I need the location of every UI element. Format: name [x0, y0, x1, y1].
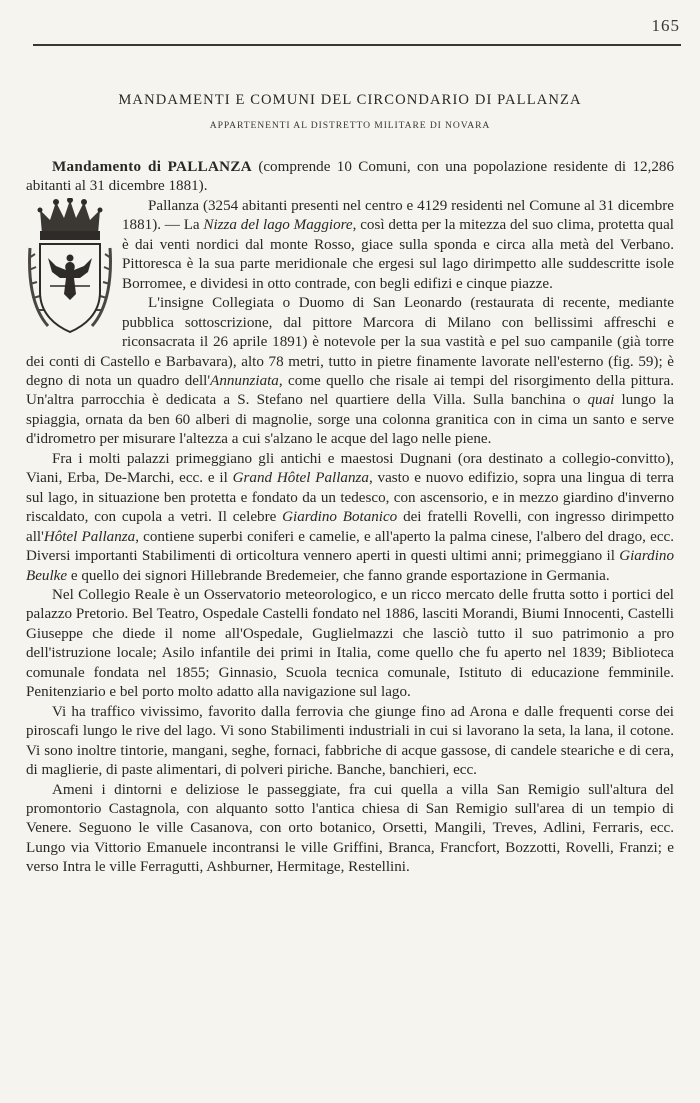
page-number: 165	[651, 16, 680, 35]
collegiata-text-d: quai	[587, 392, 615, 409]
collegiata-text-b: Annunziata	[210, 372, 279, 389]
paragraph-collegiata	[26, 294, 674, 450]
page-title: MANDAMENTI E COMUNI DEL CIRCONDARIO DI PALLANZA	[118, 92, 582, 108]
pallanza-text-b: Nizza del lago Maggiore	[203, 217, 353, 234]
palazzi-text-f: Hôtel Pallanza	[43, 528, 136, 545]
paragraph-collegio: Nel Collegio Reale è un Osservatorio meteorologico, e un ricco mercato delle frutta sotto i portici del palazzo Pretorio. Bel Teatro, Ospedale Castelli fondato nel 1886, lasciti Morandi, Biumi Innocenti, Castelli Giuseppe che diede il nome all'Ospedale, Guglielmazzi che lasciò tutto il suo patrimonio a pro dell'istruzione locale; Asilo infantile dei primi in Italia, come quello che fu aperto nel 1839; Biblioteca comunale fondata nel 1855; Ginnasio, Scuola tecnica comunale, Istituto di educazione femminile. Penitenziario e bel porto molto adatto alla navigazione sul lago.	[26, 586, 674, 701]
paragraph-pallanza	[26, 197, 674, 294]
paragraph-dintorni: Ameni i dintorni e deliziose le passeggiate, fra cui quella a villa San Remigio sull'altura del promontorio Castagnola, con alquanto sotto l'antica chiesa di San Remigio sull'area di un tempio di Venere. Seguono le ville Casanova, con orto botanico, Orsetti, Mangili, Treves, Adlini, Ferraris, ecc. Lungo via Vittorio Emanuele incontransi le ville Griffini, Branca, Francfort, Bozzotti, Rovelli, Franzi; e verso Intra le ville Ferragutti, Ashburner, Hermitage, Restellini.	[26, 781, 674, 876]
collegiata-text-e: lungo la spiaggia, ornata da ben 60 alberi di magnolie, sorge una colonna granitica con in cima un santo e serve d'idrometro per misurare l'altezza a cui s'alzano le acque del lago nelle piene.	[26, 392, 674, 448]
header-rule	[33, 44, 681, 46]
palazzi-text-i: e quello dei signori Hillebrande Bredemeier, che fanno grande esportazione in Germania.	[70, 567, 610, 584]
palazzi-text-e: dei fratelli Rovelli, con ingresso dirimpetto all'	[26, 509, 675, 545]
body-text	[26, 158, 674, 878]
pallanza-text-a: Pallanza (3254 abitanti presenti nel centro e 4129 residenti nel Comune al 31 dicembre 1881). — La	[122, 197, 674, 234]
collegiata-text-a: L'insigne Collegiata o Duomo di San Leonardo (restaurata di recente, mediante pubblica sottoscrizione, dal pittore Marcora di Milano con bellissimi affreschi e riconsacrata il 26 aprile 1891) è notevole per la sua vastità e pel suo campanile (già torre dei conti di Castello e Barbavara), alto 78 metri, tutto in pietre finamente lavorate nell'esterno (fig. 59); è degno di nota un quadro dell'	[26, 295, 674, 389]
mandamento-rest: (comprende 10 Comuni, con una popolazione residente di 12,286 abitanti al 31 dicembre 1881).	[26, 159, 675, 195]
palazzi-text-b: Grand Hôtel Pallanza	[232, 470, 369, 487]
paragraph-palazzi	[26, 450, 674, 586]
palazzi-text-h: Giardino Beulke	[26, 548, 674, 584]
mandamento-name: PALLANZA	[167, 159, 252, 175]
palazzi-text-g: , contiene superbi coniferi e camelie, e all'aperto la palma cinese, l'albero del drago, ecc. Diversi importanti Stabilimenti di orticoltura vennero aperti in questi ultimi anni; primeggiano il	[26, 528, 674, 565]
palazzi-text-c: , vasto e nuovo edifizio, sopra una lingua di terra sul lago, in situazione ben protetta e fondato da un tedesco, con ascensorio, e in mezzo giardino d'inverno riscaldato, con cupola a vetri. Il celebre	[26, 470, 674, 526]
collegiata-text-c: , come quello che risale ai tempi del risorgimento della pittura. Un'altra parrocchia è dedicata a S. Stefano nel quartiere della Villa. Sulla banchina o	[26, 372, 674, 409]
pallanza-text-c: , così detta per la mitezza del suo clima, protetta qual è dai venti nordici dal monte Rosso, giace sulla sponda e circa alla metà del Verbano. Pittoresca è la sua parte meridionale che ergesi sul lago dirimpetto alle suddescritte isole Borromee, e dividesi in otto contrade, con begli edifizi e cinque piazze.	[122, 217, 674, 292]
paragraph-mandamento	[26, 158, 674, 197]
coat-of-arms-icon	[26, 198, 114, 336]
palazzi-text-a: Fra i molti palazzi primeggiano gli antichi e maestosi Dugnani (ora destinato a collegio-convitto), Viani, Erba, De-Marchi, ecc. e il	[26, 450, 674, 487]
palazzi-text-d: Giardino Botanico	[282, 509, 398, 526]
page-subtitle: APPARTENENTI AL DISTRETTO MILITARE DI NOVARA	[209, 120, 491, 131]
paragraph-traffico: Vi ha traffico vivissimo, favorito dalla ferrovia che giunge fino ad Arona e dalle frequenti corse dei piroscafi lungo le rive del lago. Vi sono Stabilimenti industriali in cui si lavorano la seta, la lana, il cotone. Vi sono inoltre tintorie, mangani, seghe, fornaci, fabbriche di acque gassose, di candele steariche e di cera, di maglierie, di paste alimentari, di polveri piriche. Banche, banchieri, ecc.	[26, 703, 674, 779]
mandamento-lead: Mandamento di	[52, 159, 162, 175]
